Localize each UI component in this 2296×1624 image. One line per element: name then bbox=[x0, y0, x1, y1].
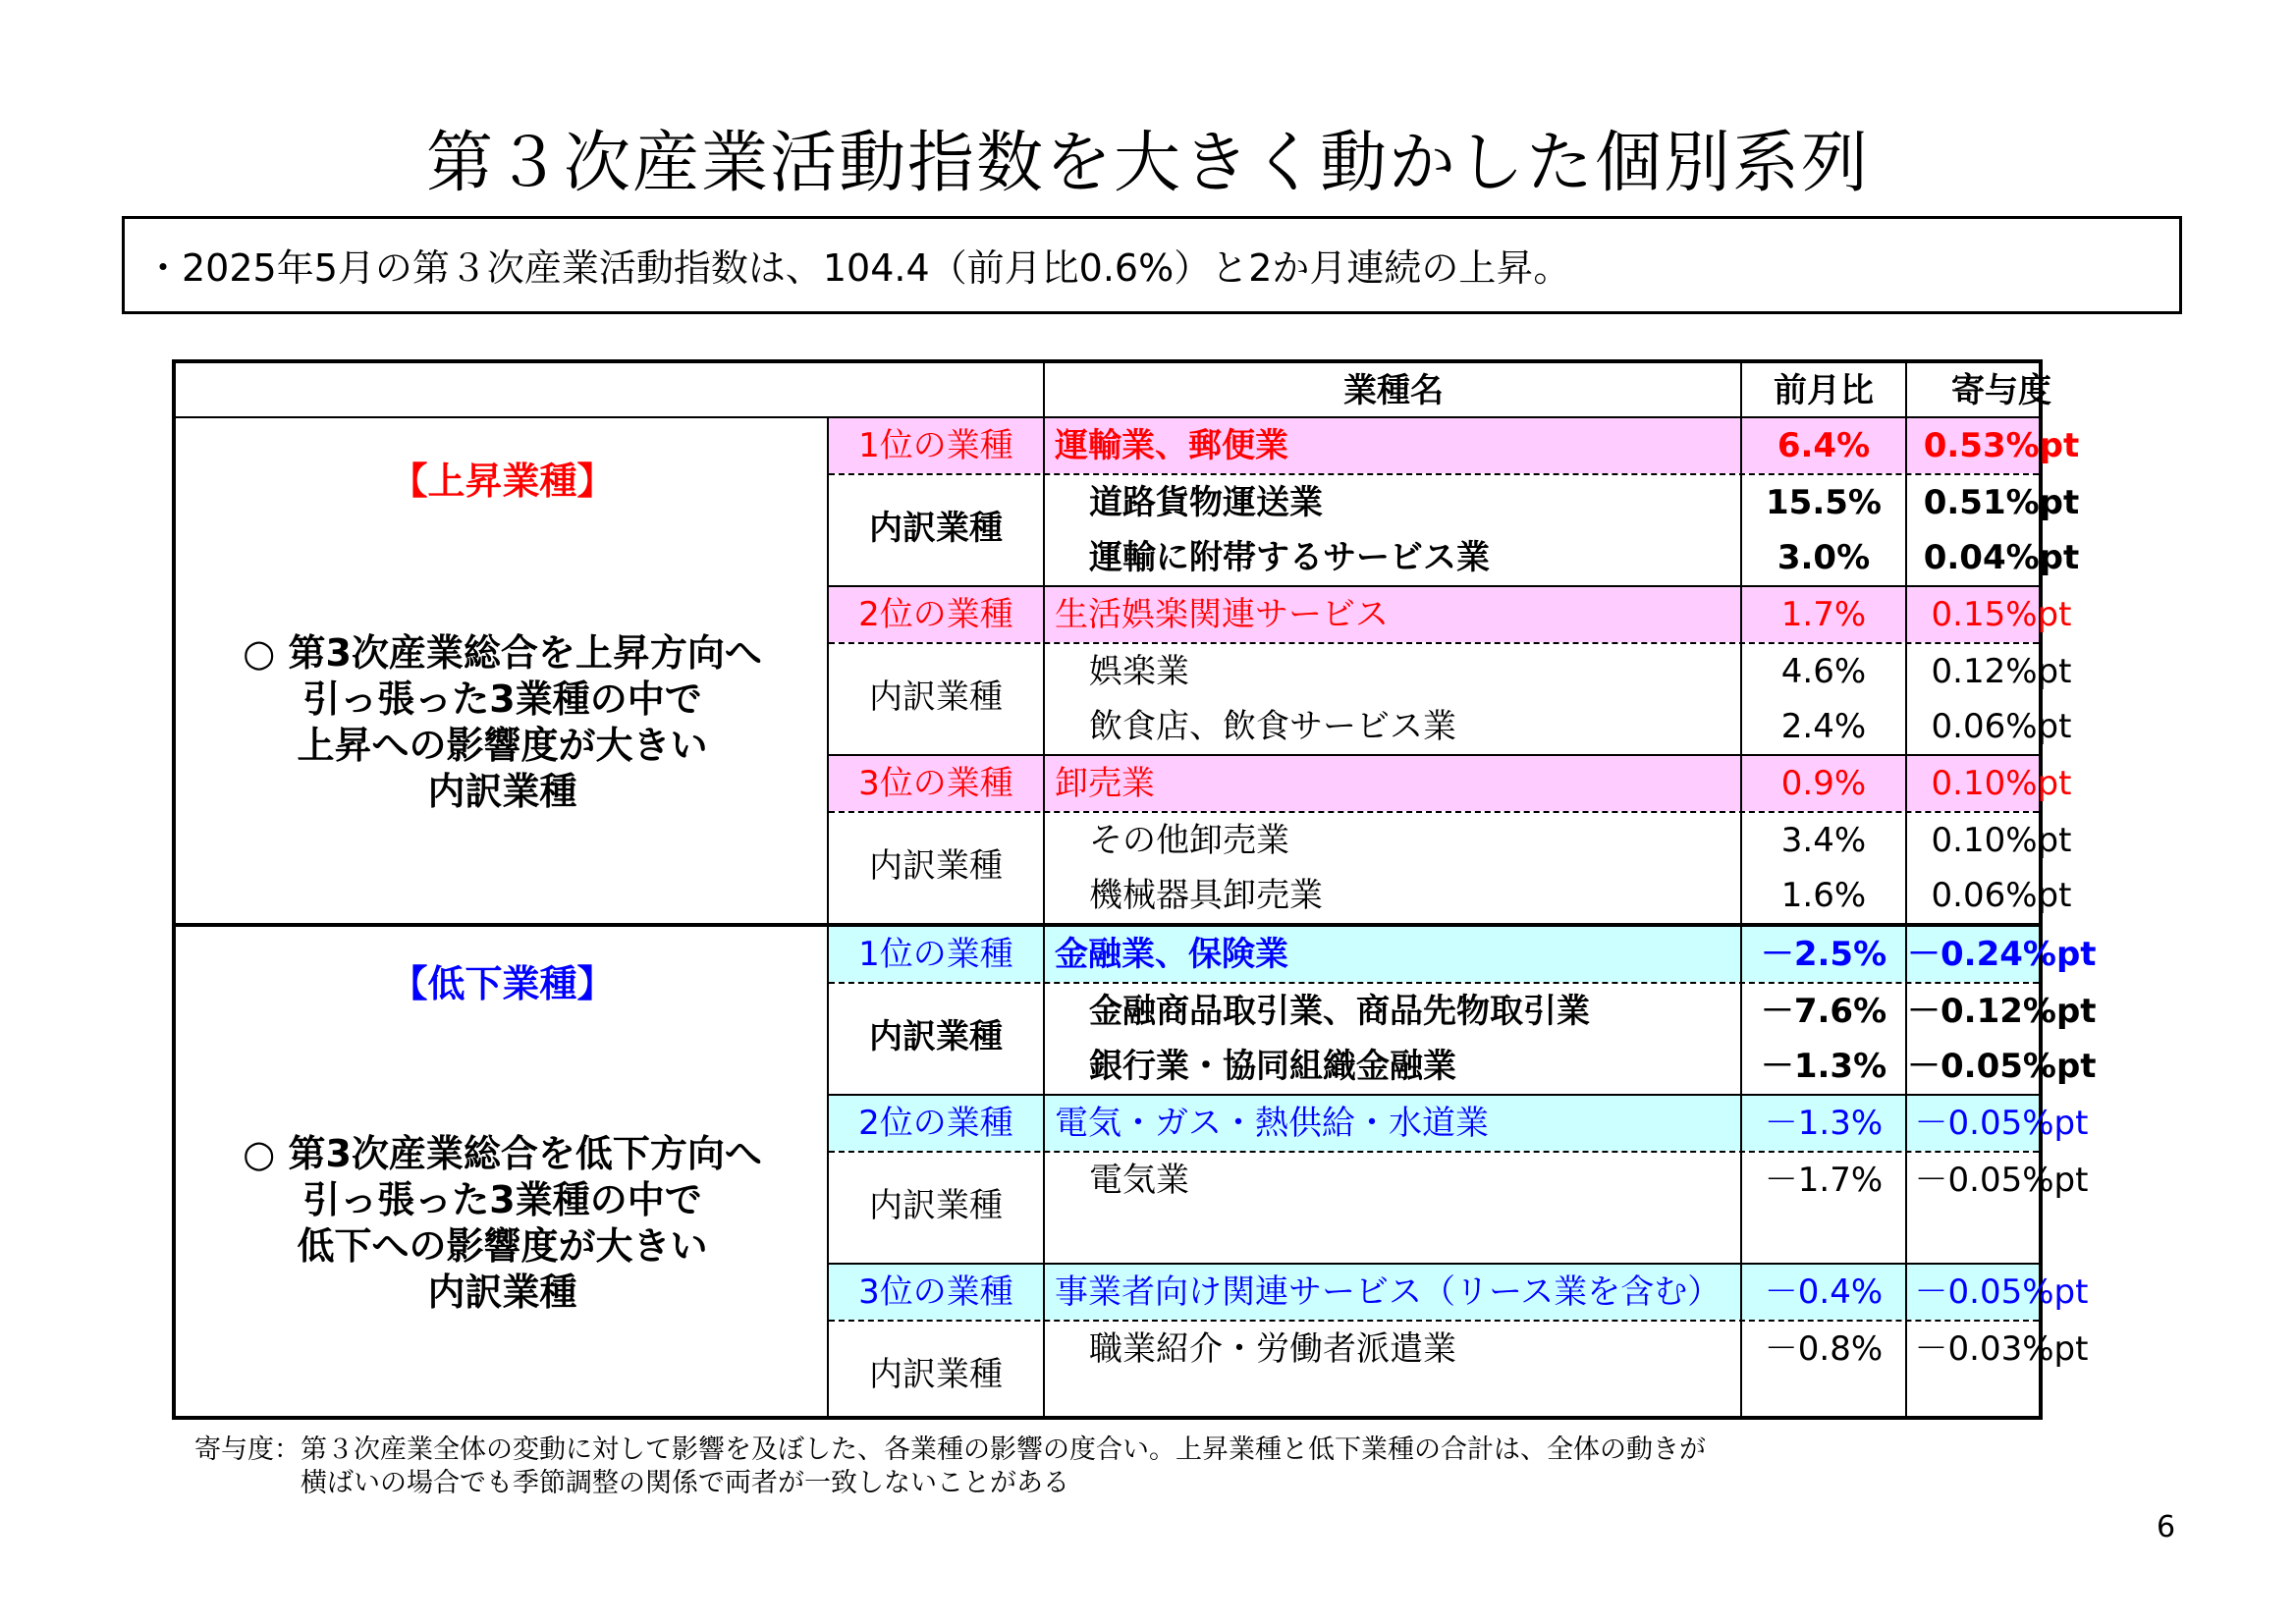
breakdown-row-mom: 3.0% bbox=[1777, 538, 1871, 577]
fall-rank3-contribution: －0.05%pt bbox=[1914, 1272, 2089, 1312]
breakdown-row-mom: －0.8% bbox=[1764, 1329, 1884, 1369]
fall-rank2-mom: －1.3% bbox=[1764, 1104, 1884, 1143]
breakdown-row-contribution: 0.10%pt bbox=[1931, 821, 2072, 860]
breakdown-row-name: 電気業 bbox=[1089, 1161, 1189, 1200]
fall-rank3-label: 3位の業種 bbox=[858, 1272, 1013, 1312]
fall-rank2-contribution: －0.05%pt bbox=[1914, 1104, 2089, 1143]
breakdown-row-contribution: －0.05%pt bbox=[1907, 1047, 2097, 1086]
breakdown-row-name: 金融商品取引業、商品先物取引業 bbox=[1089, 992, 1590, 1031]
fall-rank2-label: 2位の業種 bbox=[858, 1104, 1013, 1143]
fall-rank2-breakdown-label: 内訳業種 bbox=[869, 1186, 1003, 1225]
breakdown-row-contribution: －0.03%pt bbox=[1914, 1329, 2089, 1369]
breakdown-row-contribution: 0.06%pt bbox=[1931, 876, 2072, 915]
header-mom: 前月比 bbox=[1774, 371, 1874, 410]
fall-rank1-mom: －2.5% bbox=[1760, 935, 1887, 974]
breakdown-row-name: 運輸に附帯するサービス業 bbox=[1089, 538, 1490, 577]
breakdown-row-name: 銀行業・協同組織金融業 bbox=[1089, 1047, 1456, 1086]
breakdown-row-mom: －1.3% bbox=[1760, 1047, 1887, 1086]
column-divider bbox=[1905, 363, 1907, 1416]
breakdown-row-contribution: －0.12%pt bbox=[1907, 992, 2097, 1031]
breakdown-row-mom: －1.7% bbox=[1764, 1161, 1884, 1200]
rise-rank3-name: 卸売業 bbox=[1055, 764, 1155, 803]
breakdown-row-contribution: 0.06%pt bbox=[1931, 707, 2072, 746]
rise-group-title: 【上昇業種】 bbox=[390, 460, 615, 503]
breakdown-row-mom: 1.6% bbox=[1780, 876, 1867, 915]
fall-rank3-mom: －0.4% bbox=[1764, 1272, 1884, 1312]
fall-rank1-breakdown-label: 内訳業種 bbox=[869, 1017, 1003, 1056]
page-title: 第３次産業活動指数を大きく動かした個別系列 bbox=[425, 125, 1870, 202]
rise-rank1-breakdown-label: 内訳業種 bbox=[869, 509, 1003, 548]
breakdown-row-contribution: 0.51%pt bbox=[1923, 483, 2080, 522]
breakdown-row-name: 飲食店、飲食サービス業 bbox=[1089, 707, 1456, 746]
breakdown-row-contribution: 0.04%pt bbox=[1923, 538, 2080, 577]
fall-group-description: ○ 第3次産業総合を低下方向へ 引っ張った3業種の中で 低下への影響度が大きい 内訳業種 bbox=[243, 1132, 762, 1314]
fall-rank1-contribution: －0.24%pt bbox=[1907, 935, 2097, 974]
fall-rank3-name: 事業者向け関連サービス（リース業を含む） bbox=[1055, 1272, 1722, 1312]
rise-rank1-label: 1位の業種 bbox=[858, 426, 1013, 465]
breakdown-row-mom: 4.6% bbox=[1780, 652, 1867, 691]
header-industry: 業種名 bbox=[1343, 371, 1444, 410]
rise-rank2-mom: 1.7% bbox=[1780, 595, 1867, 634]
breakdown-row-name: 機械器具卸売業 bbox=[1089, 876, 1323, 915]
rise-rank1-mom: 6.4% bbox=[1777, 426, 1871, 465]
fall-rank1-label: 1位の業種 bbox=[858, 935, 1013, 974]
column-divider bbox=[827, 418, 829, 1416]
rise-rank3-label: 3位の業種 bbox=[858, 764, 1013, 803]
fall-rank2-name: 電気・ガス・熱供給・水道業 bbox=[1055, 1104, 1489, 1143]
breakdown-row-contribution: －0.05%pt bbox=[1914, 1161, 2089, 1200]
fall-group-title: 【低下業種】 bbox=[390, 962, 615, 1005]
page-number: 6 bbox=[2157, 1510, 2176, 1544]
rise-rank2-contribution: 0.15%pt bbox=[1931, 595, 2072, 634]
breakdown-row-mom: 3.4% bbox=[1780, 821, 1867, 860]
breakdown-row-name: 職業紹介・労働者派遣業 bbox=[1089, 1329, 1456, 1369]
rise-rank2-label: 2位の業種 bbox=[858, 595, 1013, 634]
column-divider bbox=[1740, 363, 1742, 1416]
rise-rank1-name: 運輸業、郵便業 bbox=[1055, 426, 1288, 465]
breakdown-row-mom: 15.5% bbox=[1766, 483, 1882, 522]
fall-rank1-name: 金融業、保険業 bbox=[1055, 935, 1288, 974]
rise-rank2-name: 生活娯楽関連サービス bbox=[1055, 595, 1389, 634]
industry-table bbox=[172, 359, 2097, 1420]
column-divider bbox=[1043, 363, 1045, 1416]
header-contribution: 寄与度 bbox=[1951, 371, 2051, 410]
footnote: 寄与度：第３次産業全体の変動に対して影響を及ぼした、各業種の影響の度合い。上昇業種と低下業種の合計は、全体の動きが 横ばいの場合でも季節調整の関係で両者が一致しないことがある bbox=[194, 1435, 1706, 1498]
breakdown-row-mom: －7.6% bbox=[1760, 992, 1887, 1031]
breakdown-row-contribution: 0.12%pt bbox=[1931, 652, 2072, 691]
rise-rank3-mom: 0.9% bbox=[1780, 764, 1867, 803]
fall-rank3-breakdown-label: 内訳業種 bbox=[869, 1355, 1003, 1394]
breakdown-row-name: その他卸売業 bbox=[1089, 821, 1289, 860]
breakdown-row-name: 道路貨物運送業 bbox=[1089, 483, 1323, 522]
rise-rank3-contribution: 0.10%pt bbox=[1931, 764, 2072, 803]
breakdown-row-name: 娯楽業 bbox=[1089, 652, 1189, 691]
rise-rank1-contribution: 0.53%pt bbox=[1923, 426, 2080, 465]
breakdown-row-mom: 2.4% bbox=[1780, 707, 1867, 746]
summary-box: ・2025年5月の第３次産業活動指数は、104.4（前月比0.6%）と2か月連続の上昇。 bbox=[122, 216, 2182, 314]
rise-group-description: ○ 第3次産業総合を上昇方向へ 引っ張った3業種の中で 上昇への影響度が大きい 内訳業種 bbox=[243, 631, 762, 813]
rise-rank2-breakdown-label: 内訳業種 bbox=[869, 677, 1003, 717]
rise-rank3-breakdown-label: 内訳業種 bbox=[869, 846, 1003, 886]
